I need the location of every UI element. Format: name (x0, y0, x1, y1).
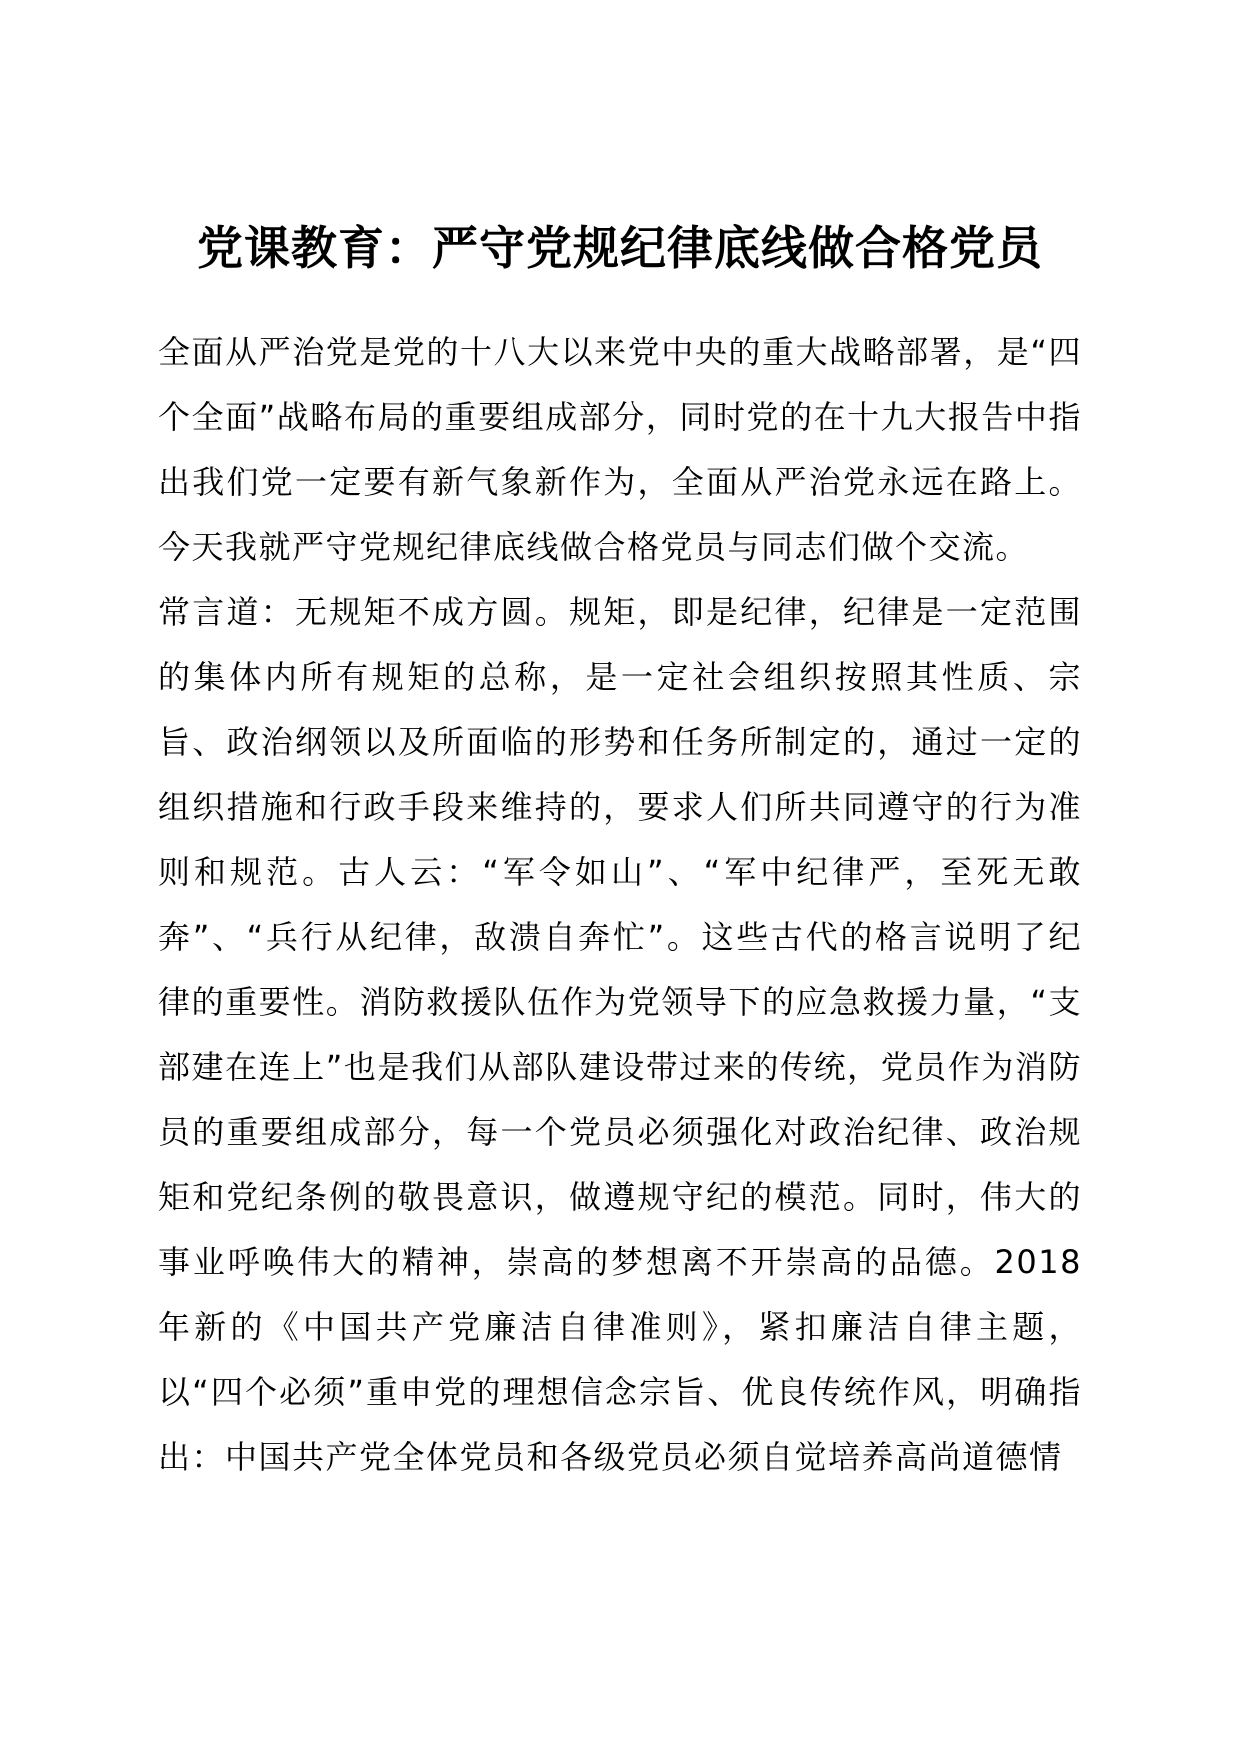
document-body (158, 320, 1082, 1490)
paragraph-discipline: 常言道：无规矩不成方圆。规矩，即是纪律，纪律是一定范围的集体内所有规矩的总称，是一定社会组织按照其性质、宗旨、政治纲领以及所面临的形势和任务所制定的，通过一定的组织措施和行政手段来维持的，要求人们所共同遵守的行为准则和规范。古人云：“军令如山”、“军中纪律严，至死无敢奔”、“兵行从纪律，敌溃自奔忙”。这些古代的格言说明了纪律的重要性。消防救援队伍作为党领导下的应急救援力量，“支部建在连上”也是我们从部队建设带过来的传统，党员作为消防员的重要组成部分，每一个党员必须强化对政治纪律、政治规矩和党纪条例的敬畏意识，做遵规守纪的模范。同时，伟大的事业呼唤伟大的精神，崇高的梦想离不开崇高的品德。2018年新的《中国共产党廉洁自律准则》，紧扣廉洁自律主题，以“四个必须”重申党的理想信念宗旨、优良传统作风，明确指出：中国共产党全体党员和各级党员必须自觉培养高尚道德情 (158, 593, 1082, 1476)
document-title: 党课教育：严守党规纪律底线做合格党员 (197, 221, 1043, 275)
paragraph-intro: 全面从严治党是党的十八大以来党中央的重大战略部署，是“四个全面”战略布局的重要组成部分，同时党的在十九大报告中指出我们党一定要有新气象新作为，全面从严治党永远在路上。今天我就严守党规纪律底线做合格党员与同志们做个交流。 (158, 333, 1082, 566)
